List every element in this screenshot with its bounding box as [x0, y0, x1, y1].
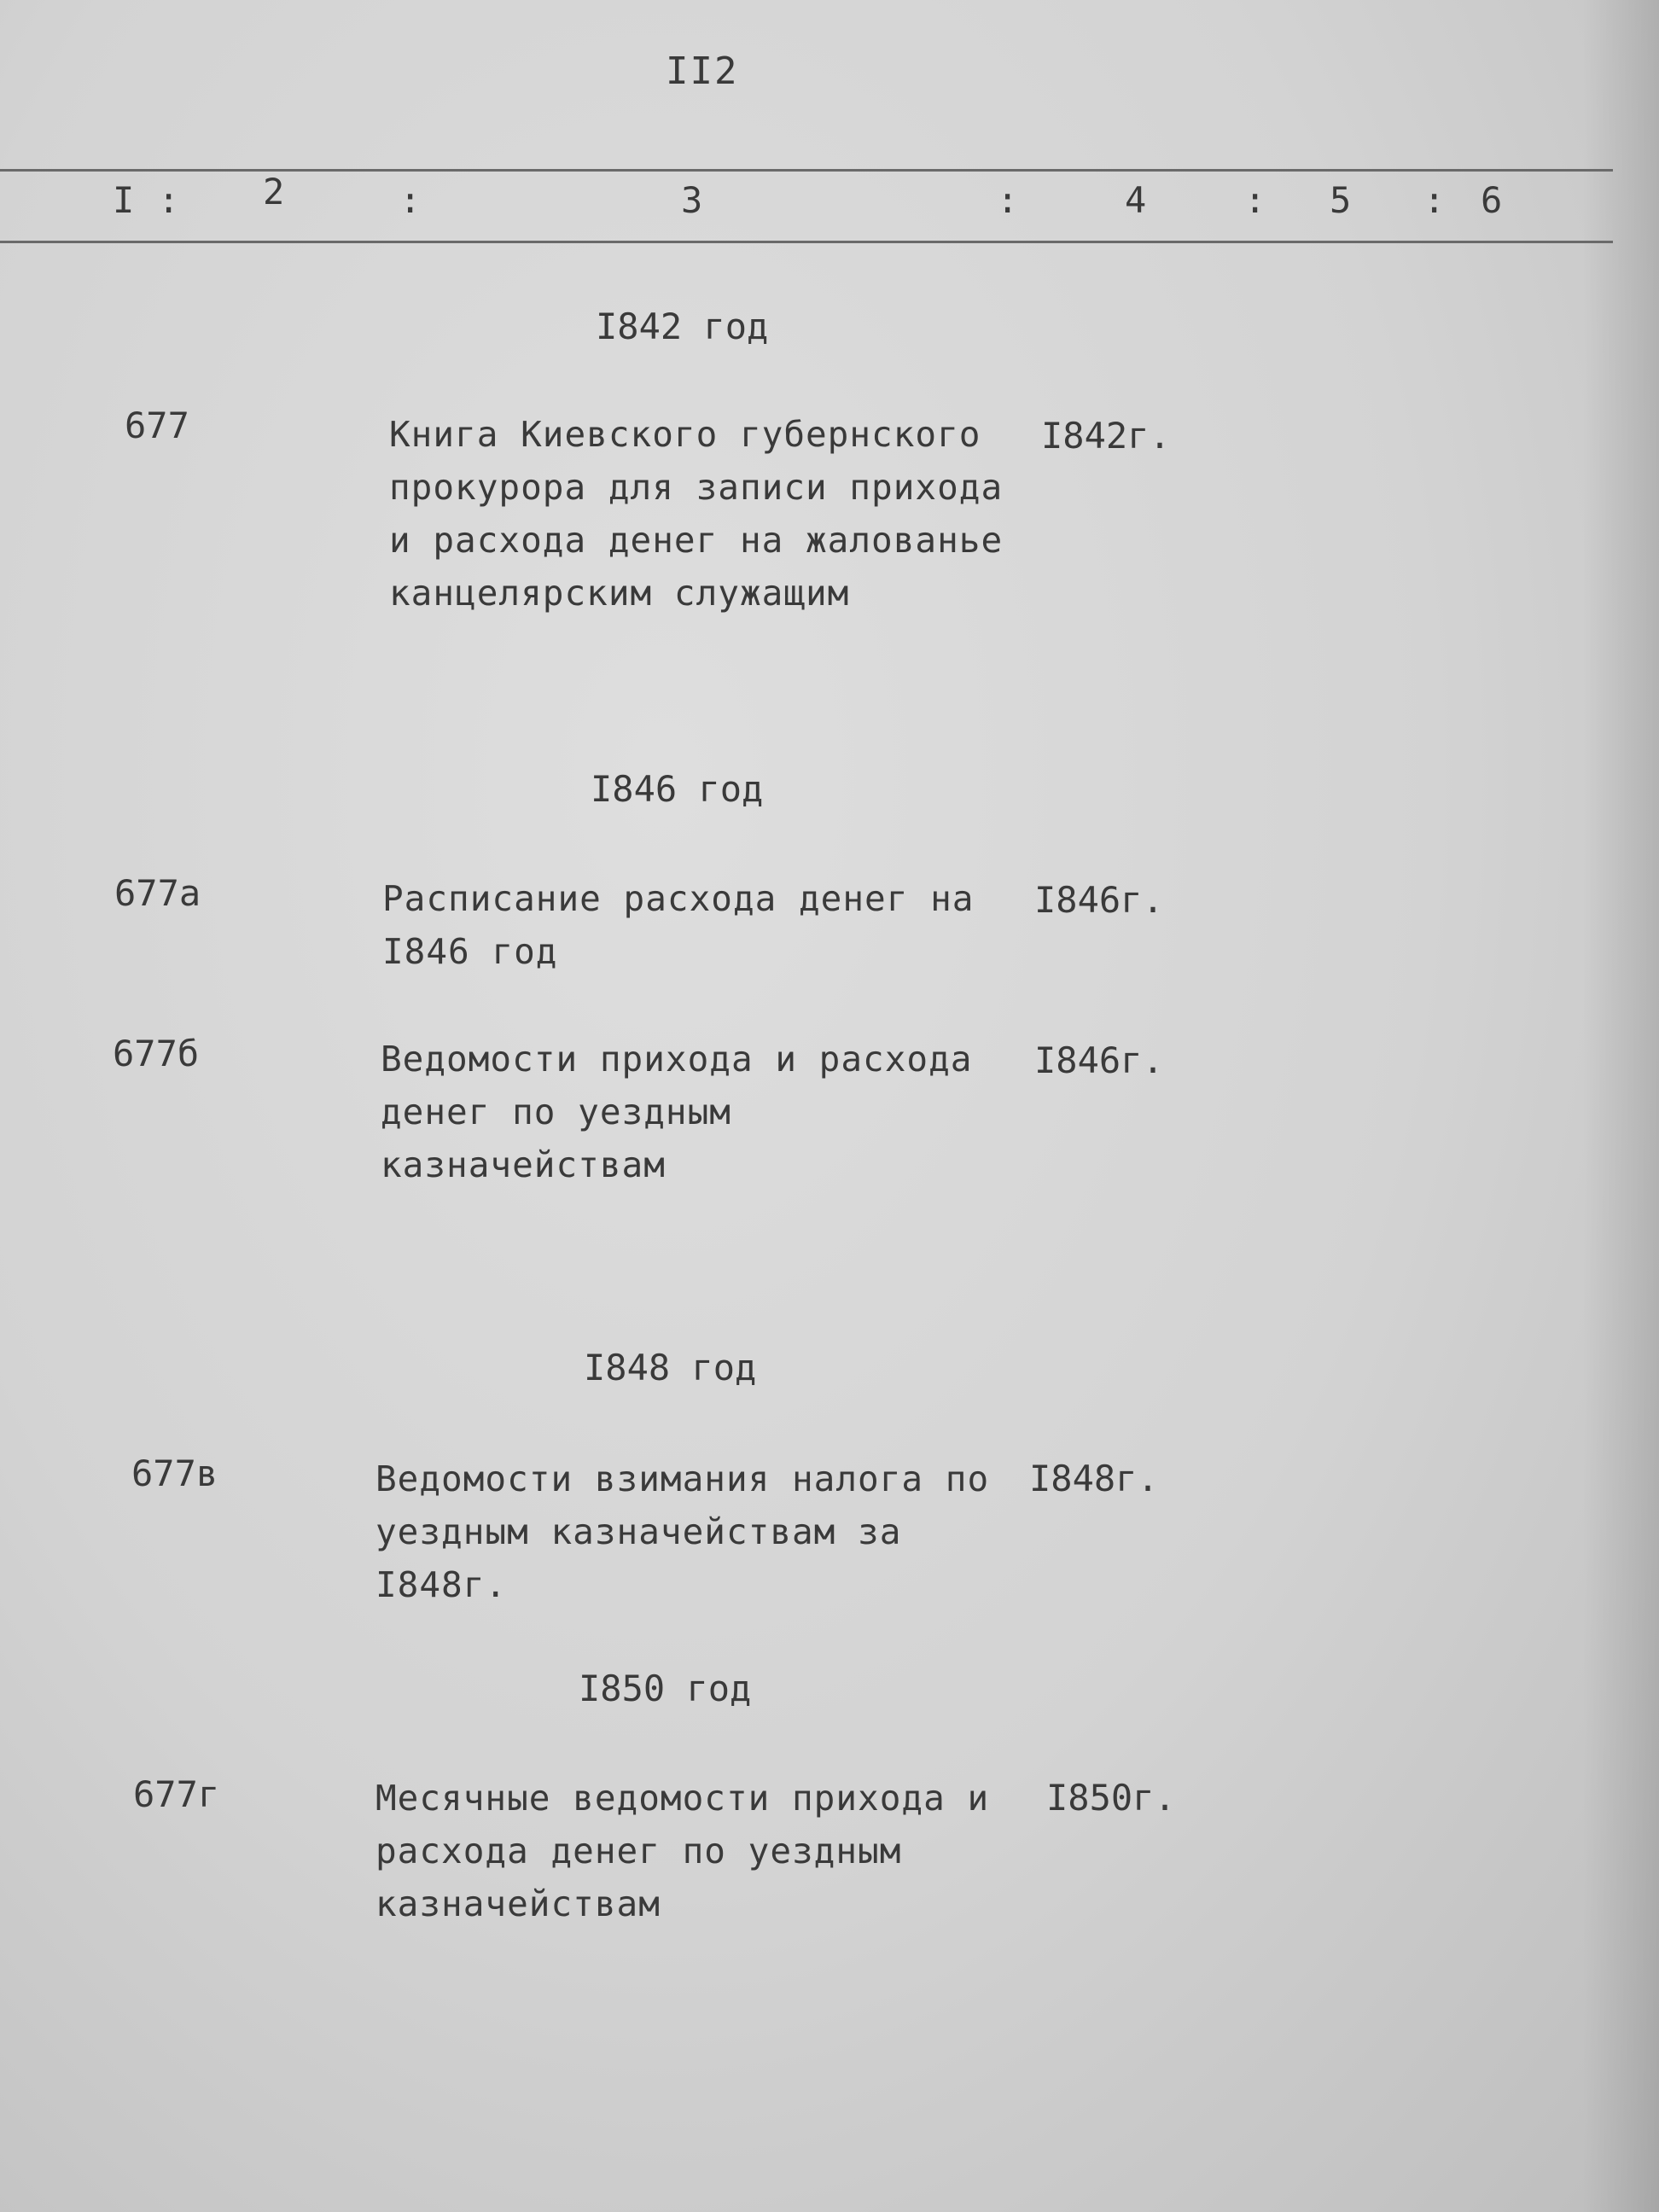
column-header-6: 6 — [1481, 179, 1503, 221]
column-header-3: 3 — [681, 179, 703, 221]
entry-date: I846г. — [1034, 879, 1164, 921]
column-separator: : — [158, 179, 180, 221]
entry-title: Месячные ведомости прихода и расхода денег по уездным казначействам — [375, 1778, 990, 1924]
page-edge-shadow — [1582, 0, 1659, 2212]
column-separator: : — [1244, 179, 1266, 221]
entry-date: I850г. — [1046, 1777, 1176, 1819]
year-heading: I848 год — [584, 1347, 757, 1388]
entry-number: 677г — [133, 1773, 220, 1815]
entry-date: I846г. — [1034, 1039, 1164, 1081]
column-separator: : — [399, 179, 422, 221]
year-heading: I842 год — [596, 306, 769, 347]
column-header-4: 4 — [1125, 179, 1147, 221]
entry-number: 677а — [114, 872, 201, 914]
column-separator: : — [997, 179, 1019, 221]
entry-title: Ведомости прихода и расхода денег по уездным казначействам — [381, 1039, 973, 1185]
header-rule-top — [0, 169, 1613, 172]
entry-title: Расписание расхода денег на I846 год — [382, 878, 975, 972]
column-header-2: 2 — [263, 171, 285, 212]
entry-date: I842г. — [1041, 415, 1171, 457]
entry-title: Ведомости взимания налога по уездным казначействам за I848г. — [375, 1458, 990, 1605]
year-heading: I846 год — [591, 768, 764, 810]
header-rule-bottom — [0, 241, 1613, 243]
entry-number: 677б — [113, 1033, 200, 1074]
entry-number: 677 — [125, 405, 189, 446]
year-heading: I850 год — [579, 1668, 752, 1709]
entry-date: I848г. — [1029, 1458, 1159, 1499]
page-number: II2 — [666, 49, 739, 93]
entry-number: 677в — [131, 1452, 218, 1494]
column-header-5: 5 — [1330, 179, 1352, 221]
entry-title: Книга Киевского губернского прокурора для записи прихода и расхода денег на жалованье канцелярским служащим — [389, 414, 1004, 614]
column-header-1: I — [113, 179, 135, 221]
column-separator: : — [1423, 179, 1446, 221]
